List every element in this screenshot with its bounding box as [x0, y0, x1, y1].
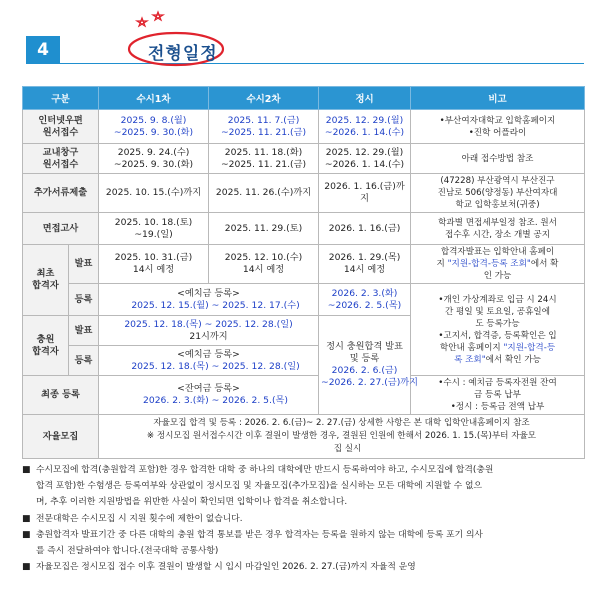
row-label-internet: 인터넷우편 원서접수 — [23, 110, 99, 144]
row-label-add: 자율모집 — [23, 415, 99, 459]
cell-extra-announce-early: 2025. 12. 18.(목) ~ 2025. 12. 28.(일) 21시까지 — [99, 316, 319, 346]
header-regular: 정시 — [319, 87, 411, 110]
cell-interview-early1: 2025. 10. 18.(토) ~19.(일) — [99, 213, 209, 245]
row-label-counter: 교내창구 원서접수 — [23, 144, 99, 174]
cell-first-register-early: <예치금 등록> 2025. 12. 15.(월) ~ 2025. 12. 17.(수) — [99, 284, 319, 316]
table-row — [23, 174, 585, 213]
table-row — [23, 213, 585, 245]
row-group-first: 최초 합격자 — [23, 245, 69, 316]
cell-first-register-regular: 2026. 2. 3.(화) ~2026. 2. 5.(목) — [319, 284, 411, 316]
bullet-square-icon: ■ — [22, 562, 31, 573]
cell-add-content: 자율모집 합격 및 등록 : 2026. 2. 6.(금)~ 2. 27.(금) 상세한 사항은 본 대학 입학안내홈페이지 참조 ※ 정시모집 원서접수시간 이후 결원이 발생한 경우, 결원된 인원에 한해서 2026. 1. 15.(목)부터 자율모 집 실시 — [99, 415, 585, 459]
cell-internet-note: •부산여자대학교 입학홈페이지 •진학 어플라이 — [411, 110, 585, 144]
cell-final-note: •수시 : 예치금 등록자전원 잔여 금 등록 납부 •정시 : 등록금 전액 납부 — [411, 376, 585, 415]
results-link[interactable]: "지원-합격-등 — [503, 342, 556, 353]
notes-section — [22, 462, 582, 575]
section-title: 전형일정 — [148, 44, 218, 64]
cell-internet-regular: 2025. 12. 29.(월) ~2026. 1. 14.(수) — [319, 110, 411, 144]
cell-counter-early1: 2025. 9. 24.(수) ~2025. 9. 30.(화) — [99, 144, 209, 174]
row-label-extra-register: 등록 — [69, 346, 99, 376]
section-number: 4 — [26, 36, 60, 64]
note-item: ■ 충원합격자 발표기간 중 다른 대학의 충원 합격 통보를 받은 경우 합격자는 등록을 원하지 않는 대학에 등록 포기 의사 를 즉시 전달하여야 합니다.(전국대학 공통사항) — [22, 527, 582, 559]
cell-internet-early1: 2025. 9. 8.(월) ~2025. 9. 30.(화) — [99, 110, 209, 144]
row-group-extra: 충원 합격자 — [23, 316, 69, 376]
cell-docs-note: (47228) 부산광역시 부산진구 진남로 506(양정동) 부산여자대 학교 입학홍보처(귀중) — [411, 174, 585, 213]
cell-docs-regular: 2026. 1. 16.(금)까지 — [319, 174, 411, 213]
note-item: ■ 수시모집에 합격(충원합격 포함)한 경우 합격한 대학 중 하나의 대학에만 반드시 등록하여야 하고, 수시모집에 합격(충원 합격 포함)한 수험생은 등록여부와 상관없이 정시모집 및 자율모집(추가모집)을 실시하는 모든 대학에 지원할 수 없으 며, 추후 이러한 지원방법을 위반한 사실이 확인되면 입학이나 합격을 취소합니다. — [22, 462, 582, 511]
row-label-first-register: 등록 — [69, 284, 99, 316]
cell-counter-note: 아래 접수방법 참조 — [411, 144, 585, 174]
row-label-final: 최종 등록 — [23, 376, 99, 415]
header-early1: 수시1차 — [99, 87, 209, 110]
note-item: ■ 자율모집은 정시모집 접수 이후 결원이 발생할 시 입시 마감일인 2026. 2. 27.(금)까지 자율적 운영 — [22, 559, 582, 575]
results-link[interactable]: "지원-합격-등록 조회" — [447, 259, 531, 269]
cell-first-announce-regular: 2026. 1. 29.(목) 14시 예정 — [319, 245, 411, 284]
cell-internet-early2: 2025. 11. 7.(금) ~2025. 11. 21.(금) — [209, 110, 319, 144]
cell-counter-regular: 2025. 12. 29.(월) ~2026. 1. 14.(수) — [319, 144, 411, 174]
cell-extra-regular: 정시 충원합격 발표 및 등록 2026. 2. 6.(금) ~2026. 2. 27.(금)까지 — [319, 316, 411, 415]
bullet-square-icon: ■ — [22, 529, 31, 540]
cell-final-early: <잔여금 등록> 2026. 2. 3.(화) ~ 2026. 2. 5.(목) — [99, 376, 319, 415]
cell-docs-early2: 2025. 11. 26.(수)까지 — [209, 174, 319, 213]
table-row — [23, 284, 585, 316]
table-row — [23, 110, 585, 144]
cell-interview-early2: 2025. 11. 29.(토) — [209, 213, 319, 245]
cell-first-announce-note: 합격자발표는 입학안내 홈페이 지 "지원-합격-등록 조회"에서 확 인 가능 — [411, 245, 585, 284]
table-row — [23, 376, 585, 415]
header-early2: 수시2차 — [209, 87, 319, 110]
cell-first-announce-early1: 2025. 10. 31.(금) 14시 예정 — [99, 245, 209, 284]
cell-interview-regular: 2026. 1. 16.(금) — [319, 213, 411, 245]
table-row — [23, 415, 585, 459]
row-label-docs: 추가서류제출 — [23, 174, 99, 213]
table-row — [23, 144, 585, 174]
cell-extra-note: •개인 가상계좌로 입금 시 24시 간 평일 및 토요일, 공휴일에 도 등록가능 •고지서, 합격증, 등록확인은 입 학안내 홈페이지 "지원-합격-등 록 조회"에서 확인 가능 — [411, 284, 585, 376]
row-label-first-announce: 발표 — [69, 245, 99, 284]
cell-counter-early2: 2025. 11. 18.(화) ~2025. 11. 21.(금) — [209, 144, 319, 174]
note-item: ■ 전문대학은 수시모집 시 지원 횟수에 제한이 없습니다. — [22, 511, 582, 527]
bullet-square-icon: ■ — [22, 513, 31, 524]
cell-docs-early1: 2025. 10. 15.(수)까지 — [99, 174, 209, 213]
cell-interview-note: 학과별 면접세부일정 참조. 원서 접수후 시간, 장소 개별 공지 — [411, 213, 585, 245]
cell-first-announce-early2: 2025. 12. 10.(수) 14시 예정 — [209, 245, 319, 284]
row-label-extra-announce: 발표 — [69, 316, 99, 346]
header-category: 구분 — [23, 87, 99, 110]
header-note: 비고 — [411, 87, 585, 110]
cell-extra-register-early: <예치금 등록> 2025. 12. 18.(목) ~ 2025. 12. 28.(일) — [99, 346, 319, 376]
schedule-table — [22, 86, 585, 459]
bullet-square-icon: ■ — [22, 465, 31, 475]
row-label-interview: 면접고사 — [23, 213, 99, 245]
table-row — [23, 245, 585, 284]
table-header-row — [23, 87, 585, 110]
